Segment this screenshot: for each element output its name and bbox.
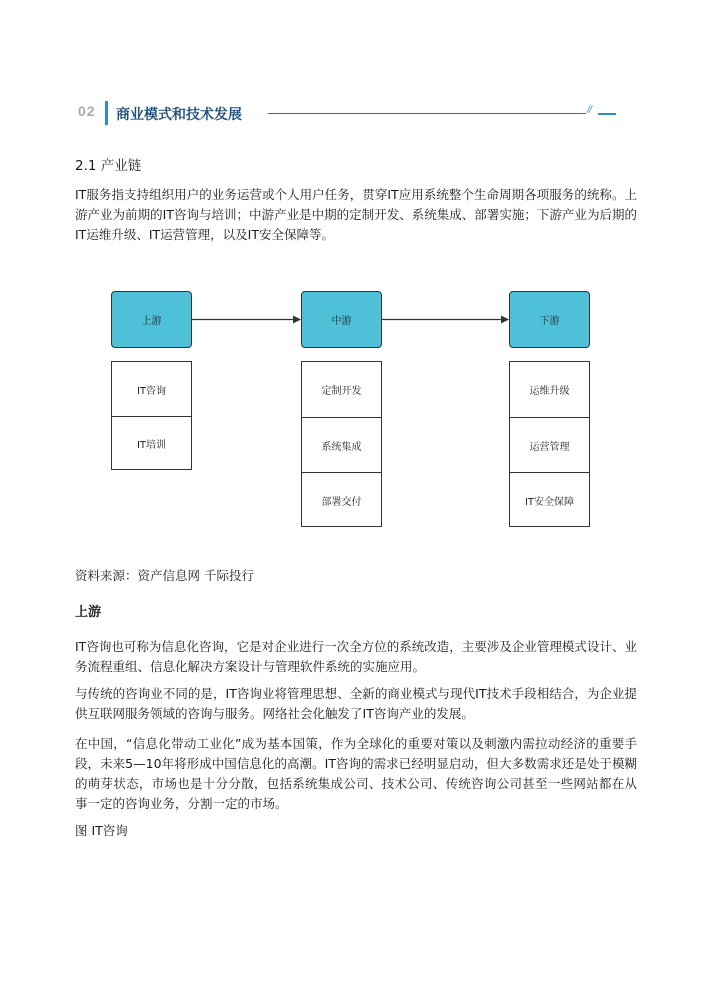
activity-cell xyxy=(302,472,381,527)
header-slash-icon: // xyxy=(587,105,592,115)
body-paragraph: 与传统的咨询业不同的是，IT咨询业将管理思想、全新的商业模式与现代IT技术手段相结合，为企业提供互联网服务领域的咨询与服务。网络社会化触发了IT咨询产业的发展。 xyxy=(75,686,637,721)
body-paragraph: IT咨询也可称为信息化咨询，它是对企业进行一次全方位的系统改造，主要涉及企业管理模式设计、业务流程重组、信息化解决方案设计与管理软件系统的实施应用。 xyxy=(75,639,637,674)
stage-upstream xyxy=(111,291,192,348)
subsection-heading: 2.1 产业链 xyxy=(75,158,142,174)
source-note: 资料来源：资产信息网 千际投行 xyxy=(75,568,254,583)
activity-cell xyxy=(510,472,589,527)
activity-cell xyxy=(112,416,191,470)
header-accent-bar xyxy=(105,101,108,125)
activity-cell xyxy=(302,362,381,417)
section-number: 02 xyxy=(78,103,96,119)
stage-downstream-label: 下游 xyxy=(539,316,560,327)
upstream-heading: 上游 xyxy=(75,605,102,620)
activity-cell xyxy=(302,417,381,472)
activity-label: IT咨询 xyxy=(136,385,167,397)
intro-paragraph: IT服务指支持组织用户的业务运营或个人用户任务，贯穿IT应用系统整个生命周期各项服务的统称。上游产业为前期的IT咨询与培训；中游产业是中期的定制开发、系统集成、部署实施；下游产业为后期的IT运维升级、IT运营管理，以及IT安全保障等。 xyxy=(75,187,637,242)
activity-cell xyxy=(510,362,589,417)
header-rule-tail xyxy=(598,113,616,115)
stage-upstream-label: 上游 xyxy=(141,316,162,327)
stage-downstream xyxy=(509,291,590,348)
body-paragraph: 在中国，“信息化带动工业化”成为基本国策，作为全球化的重要对策以及刺激内需拉动经济的重要手段，未来5—10年将形成中国信息化的高潮。IT咨询的需求已经明显启动，但大多数需求还是处于模糊的萌芽状态，市场也是十分分散，包括系统集成公司、技术公司、传统咨询公司甚至一些网站都在从事一定的咨询业务，分割一定的市场。 xyxy=(75,736,637,811)
downstream-activities xyxy=(509,361,590,527)
figure-caption: 图 IT咨询 xyxy=(75,823,128,838)
midstream-activities xyxy=(301,361,382,527)
upstream-activities xyxy=(111,361,192,470)
activity-label: IT培训 xyxy=(136,440,167,451)
activity-cell xyxy=(510,417,589,472)
stage-midstream-label: 中游 xyxy=(331,316,352,327)
activity-label: 运维升级 xyxy=(529,386,570,397)
activity-label: IT安全保障 xyxy=(524,496,575,508)
activity-label: 运营管理 xyxy=(529,441,570,453)
activity-cell xyxy=(112,362,191,416)
stage-midstream xyxy=(301,291,382,348)
header-rule xyxy=(268,113,586,114)
activity-label: 系统集成 xyxy=(321,441,362,453)
activity-label: 部署交付 xyxy=(321,496,362,508)
section-header xyxy=(78,101,618,127)
activity-label: 定制开发 xyxy=(321,386,362,397)
section-title: 商业模式和技术发展 xyxy=(116,107,242,123)
